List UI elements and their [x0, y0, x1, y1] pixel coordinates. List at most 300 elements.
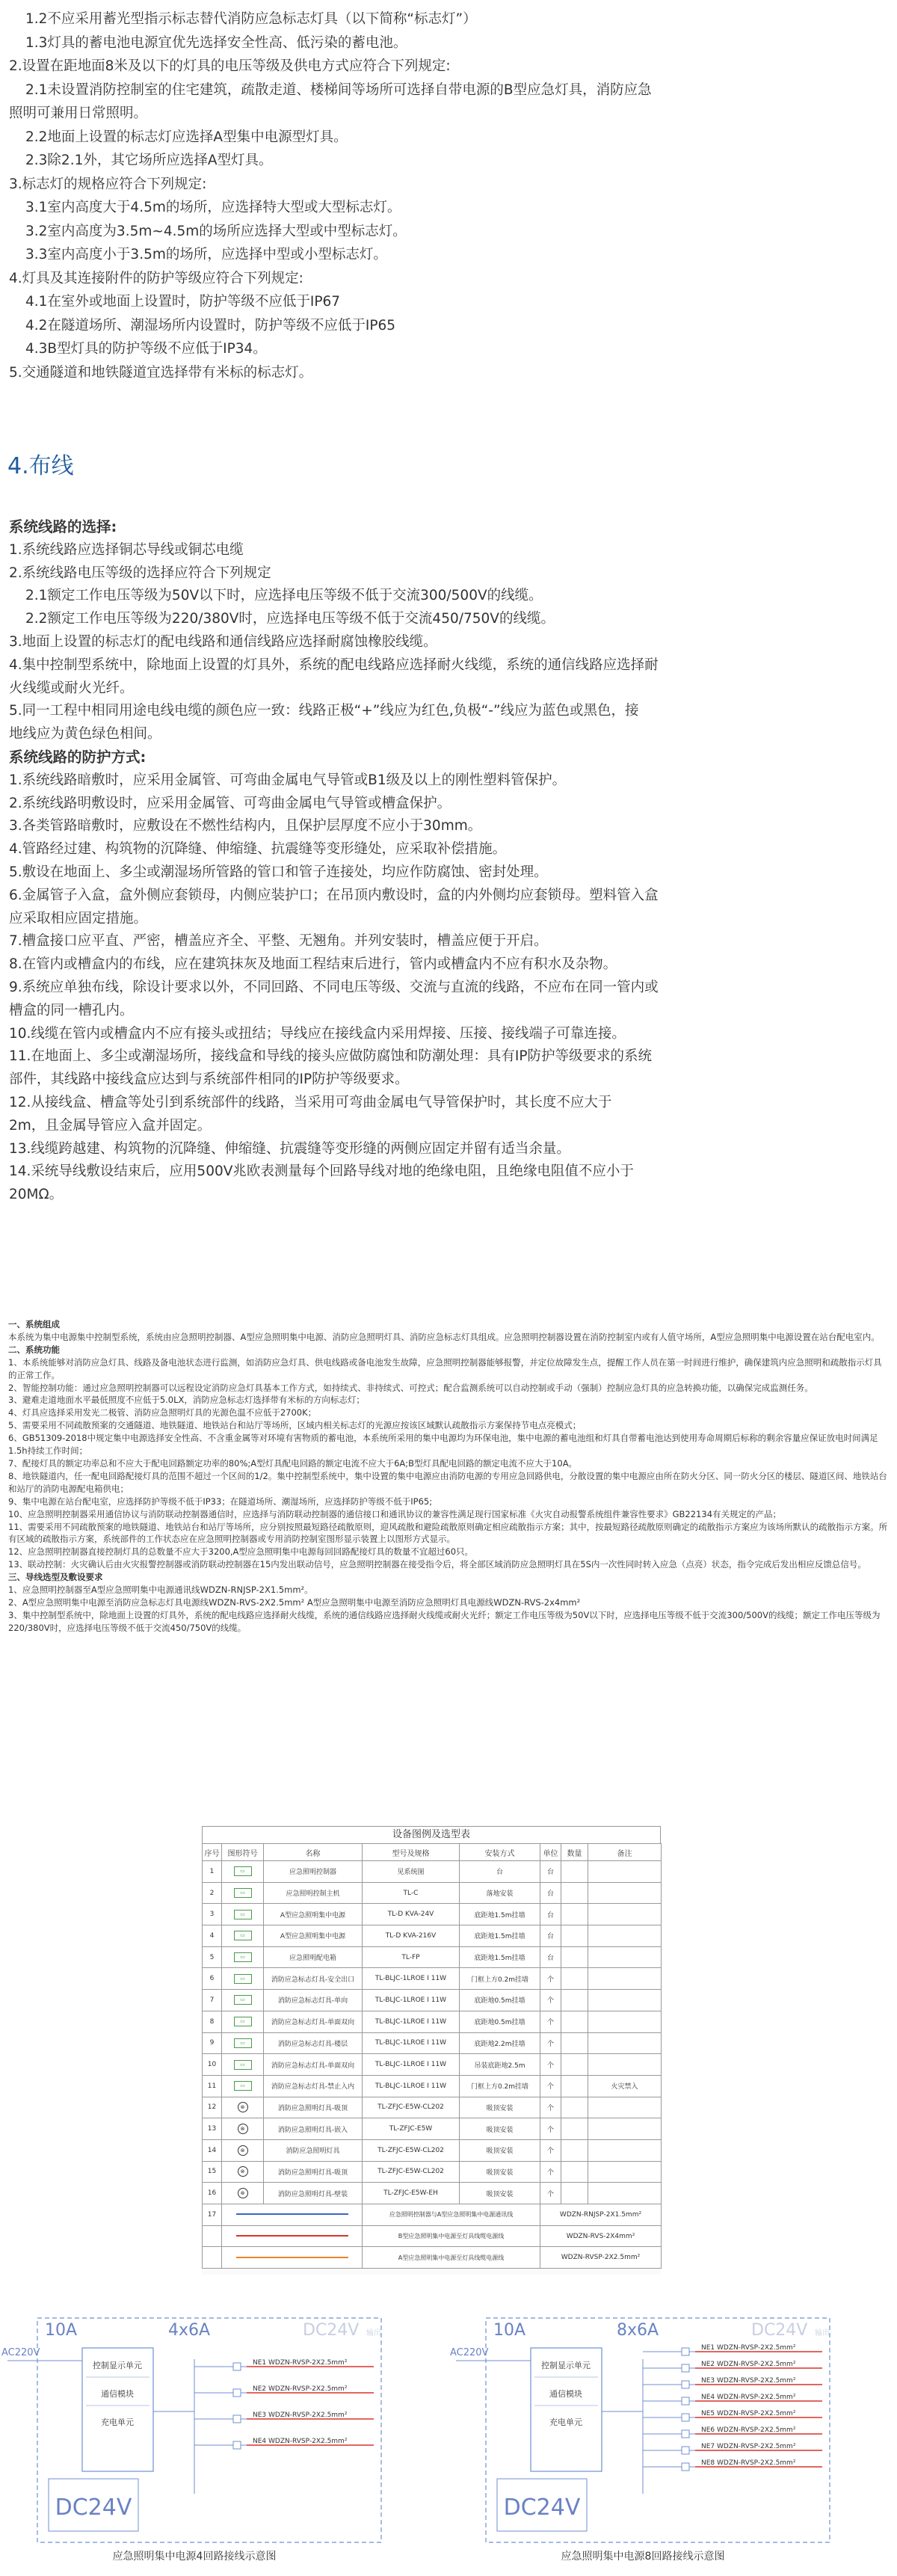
legend-symbol-icon: ⊗	[238, 2124, 248, 2134]
spec-line: 4.2在隧道场所、潮湿场所内设置时，防护等级不应低于IP65	[25, 317, 396, 333]
lighting-spec-list	[9, 7, 884, 384]
spec-line: 12.从接线盒、槽盒等处引到系统部件的线路，当采用可弯曲金属电气导管保护时，其长度不应大于	[9, 1094, 612, 1110]
table-cell	[222, 2032, 264, 2054]
spec-line: 11.在地面上、多尘或潮湿场所，接线盒和导线的接头应做防腐蚀和防潮处理：具有IP防护等级要求的系统	[9, 1048, 653, 1065]
table-cell: TL-ZFJC-E5W-EH	[363, 2183, 460, 2204]
table-header-cell: 型号及规格	[363, 1844, 460, 1861]
spec-line: 2.系统线路电压等级的选择应符合下列规定	[9, 565, 271, 581]
table-cell	[222, 1946, 264, 1968]
note-item: 1、本系统能够对消防应急灯具、线路及备电池状态进行监测，如消防应急灯具、供电线路或备电池发生故障，应急照明控制器能够报警，并定位故障发生点，提醒工作人员在第一时间进行维护，确保建筑内应急照明和疏散指示灯具的正常工作。	[8, 1356, 882, 1380]
wiring-selection-title: 系统线路的选择:	[9, 518, 117, 535]
branch-breaker-icon	[682, 2364, 689, 2372]
table-cell: 见系统图	[363, 1861, 460, 1883]
table-cell: 个	[540, 2161, 561, 2183]
control-unit-text: 通信模块	[549, 2389, 582, 2399]
output-cable-label: NE6 WDZN-RVSP-2X2.5mm²	[701, 2426, 796, 2434]
table-row	[203, 1904, 662, 1925]
table-cell	[222, 1968, 264, 1990]
cable-line-icon	[236, 2257, 348, 2258]
table-cell	[222, 2139, 264, 2161]
equipment-table	[202, 1826, 661, 2275]
table-cell: TL-ZFJC-E5W-CL202	[363, 2161, 460, 2183]
table-cell	[222, 2161, 264, 2183]
spec-line: 8.在管内或槽盒内的布线，应在建筑抹灰及地面工程结束后进行，管内或槽盒内不应有积水及杂物。	[9, 956, 617, 973]
spec-line: 3.3室内高度小于3.5m的场所，应选择中型或小型标志灯。	[25, 247, 387, 262]
table-cell: 13	[203, 2118, 222, 2140]
table-cell: 个	[540, 2183, 561, 2204]
table-cell: 台	[540, 1882, 561, 1904]
spec-line: 2.3除2.1外，其它场所应选择A型灯具。	[25, 153, 273, 168]
legend-symbol-icon: ▭	[234, 1995, 252, 2005]
output-cable-label: NE8 WDZN-RVSP-2X2.5mm²	[701, 2459, 796, 2467]
table-cell	[222, 2225, 363, 2247]
table-cell	[588, 2097, 662, 2118]
table-cell	[561, 2183, 588, 2204]
table-cell: TL-BLJC-1LROE I 11W	[363, 2032, 460, 2054]
table-cell: 消防应急照明灯具-吸顶	[264, 2161, 363, 2183]
control-unit-text: 通信模块	[101, 2389, 134, 2399]
table-cell	[588, 1990, 662, 2011]
table-cell: 底距地0.5m挂墙	[460, 1990, 540, 2011]
control-unit-text: 充电单元	[101, 2417, 134, 2427]
spec-line: 14.采统导线敷设结束后，应用500V兆欧表测量每个回路导线对地的绝缘电阻，且绝缘电阻值不应小于	[9, 1163, 634, 1180]
spec-line: 部件，其线路中接线盒应达到与系统部件相同的IP防护等级要求。	[9, 1072, 409, 1088]
legend-symbol-icon: ⊗	[238, 2145, 248, 2156]
table-cell	[588, 1882, 662, 1904]
table-cell	[561, 1968, 588, 1990]
table-cell: 消防应急标志灯具-单面双向	[264, 2011, 363, 2032]
notes-title-wiring: 三、导线选型及敷设要求	[8, 1572, 103, 1583]
table-cell: TL-BLJC-1LROE I 11W	[363, 2011, 460, 2032]
legend-symbol-icon: ▭	[234, 2017, 252, 2026]
output-cable-label: NE2 WDZN-RVSP-2X2.5mm²	[701, 2361, 796, 2368]
table-cell	[588, 2054, 662, 2076]
table-cell: TL-BLJC-1LROE I 11W	[363, 1990, 460, 2011]
table-cell: 11	[203, 2075, 222, 2097]
table-cell: 应急照明配电箱	[264, 1946, 363, 1968]
spec-line: 13.线缆跨越建、构筑物的沉降缝、伸缩缝、抗震缝等变形缝的两侧应固定并留有适当余量。	[9, 1140, 570, 1157]
legend-symbol-icon: ▭	[234, 1888, 252, 1898]
table-cell: 3	[203, 1904, 222, 1925]
branch-breaker-icon	[682, 2414, 689, 2421]
note-item: 1、应急照明控制器至A型应急照明集中电源通讯线WDZN-RNJSP-2X1.5mm²。	[8, 1584, 313, 1596]
spec-line: 3.标志灯的规格应符合下列规定:	[9, 176, 207, 192]
table-row	[203, 2118, 662, 2140]
table-cell: 消防应急标志灯具-单面双向	[264, 2054, 363, 2076]
dc-output-label: DC24V	[303, 2321, 360, 2340]
branch-breaker-icon	[682, 2397, 689, 2405]
table-cell	[222, 2118, 264, 2140]
table-cell: 落地安装	[460, 1882, 540, 1904]
table-cell: 10	[203, 2054, 222, 2076]
note-item: 11、需要采用不同疏散预案的地铁隧道、地铁站台和站厅等场所，应分别按照最短路径疏散原则，迎风疏散和避险疏散原则确定相应疏散指示方案；其中，按最短路径疏散原则确定的疏散指示方案应为该场所默认的疏散指示方案。所有区域的疏散指示方案，系统部件的工作状态应在应急照明控制器或专用消防控制室图形显示装置上以图形方式显示。	[8, 1521, 888, 1545]
table-cell	[203, 2225, 222, 2247]
note-item: 13、联动控制：火灾确认后由火灾报警控制器或消防联动控制器在15内发出联动信号，应急照明控制器在接受指令后，将全部区域消防应急照明灯具在5S内一次性同时转入应急（点亮）状态，指令完成后发出相应反馈总信号。	[8, 1559, 866, 1570]
table-header-cell: 序号	[203, 1844, 222, 1861]
table-cell: 门框上方0.2m挂墙	[460, 2075, 540, 2097]
table-row	[203, 2075, 662, 2097]
table-row	[203, 2161, 662, 2183]
notes-title-functions: 二、系统功能	[8, 1344, 60, 1355]
table-header-cell: 图形符号	[222, 1844, 264, 1861]
table-cell: 台	[540, 1861, 561, 1883]
dc-output-sub: 输出	[366, 2329, 381, 2337]
table-cell: 个	[540, 1990, 561, 2011]
legend-symbol-icon: ▭	[234, 2038, 252, 2048]
branch-breaker-icon	[233, 2363, 241, 2370]
note-item: 4、灯具应选择采用发光二极管、消防应急照明灯具的光源色温不应低于2700K；	[8, 1407, 317, 1418]
table-cell: 吊装底距地2.5m	[460, 2054, 540, 2076]
spec-line: 2.1额定工作电压等级为50V以下时，应选择电压等级不低于交流300/500V的线缆。	[25, 588, 543, 604]
output-cable-label: NE4 WDZN-RVSP-2X2.5mm²	[701, 2394, 796, 2401]
table-cell: 底距地1.5m挂墙	[460, 1946, 540, 1968]
spec-line: 1.系统线路应选择铜芯导线或铜芯电缆	[9, 541, 244, 558]
table-cell: 12	[203, 2097, 222, 2118]
note-item: 2、A型应急照明集中电源至消防应急标志灯具电源线WDZN-RVS-2X2.5mm² A型应急照明集中电源至消防应急照明灯具电源线WDZN-RVS-2x4mm²	[8, 1596, 581, 1608]
note-item: 10、应急照明控制器采用通信协议与消防联动控制器通信时，应选择与消防联动控制器的通信接口和通讯协议的兼容性满足现行国家标准《火灾自动报警系统组件兼容性要求》GB22134有关规定的产品；	[8, 1508, 782, 1519]
branch-breaker-icon	[682, 2430, 689, 2438]
table-cell: 消防应急照明灯具	[264, 2139, 363, 2161]
table-cell	[588, 1946, 662, 1968]
spec-line: 5.敷设在地面上、多尘或潮湿场所管路的管口和管子连接处，均应作防腐蚀、密封处理。	[9, 864, 548, 880]
table-header-row	[203, 1844, 662, 1861]
spec-line: 地线应为黄色绿色相间。	[9, 726, 161, 743]
legend-symbol-icon: ▭	[234, 1952, 252, 1962]
spec-line: 4.管路经过建、构筑物的沉降缝、伸缩缝、抗震缝等变形缝处，应采取补偿措施。	[9, 841, 507, 858]
table-row	[203, 2011, 662, 2032]
table-cell: 吸顶安装	[460, 2183, 540, 2204]
table-cell: 消防应急标志灯具-安全出口	[264, 1968, 363, 1990]
table-cell: 门框上方0.2m挂墙	[460, 1968, 540, 1990]
table-cell: TL-ZFJC-E5W-CL202	[363, 2139, 460, 2161]
output-cable-label: NE4 WDZN-RVSP-2X2.5mm²	[253, 2438, 348, 2445]
spec-line: 2.1未设置消防控制室的住宅建筑，疏散走道、楼梯间等场所可选择自带电源的B型应急灯具，消防应急	[25, 82, 652, 98]
table-row	[203, 2139, 662, 2161]
legend-symbol-icon: ▭	[234, 1866, 252, 1876]
spec-line: 2.2地面上设置的标志灯应选择A型集中电源型灯具。	[25, 129, 348, 145]
spec-line: 4.集中控制型系统中，除地面上设置的灯具外，系统的配电线路应选择耐火线缆，系统的通信线路应选择耐	[9, 657, 659, 673]
table-cell: 8	[203, 2011, 222, 2032]
note-item: 3、集中控制型系统中，除地面上设置的灯具外，系统的配电线路应选择耐火线缆，系统的通信线路应选择耐火线缆或耐火光纤；额定工作电压等级为50V以下时，应选择电压等级不低于交流300/500V的线缆；额定工作电压等级为220/380V时，应选择电压等级不低于交流450/750V的线缆。	[8, 1609, 881, 1633]
spec-line: 3.地面上设置的标志灯的配电线路和通信线路应选择耐腐蚀橡胶线缆。	[9, 633, 437, 650]
cable-row	[203, 2225, 662, 2247]
table-header-cell: 安装方式	[460, 1844, 540, 1861]
battery-label: DC24V	[55, 2494, 132, 2521]
table-row	[203, 2054, 662, 2076]
table-cell: 7	[203, 1990, 222, 2011]
table-header-cell: 名称	[264, 1844, 363, 1861]
legend-symbol-icon: ▭	[234, 1910, 252, 1919]
table-cell: 吸顶安装	[460, 2097, 540, 2118]
cable-row	[203, 2247, 662, 2269]
note-item: 7、配接灯具的额定功率总和不应大于配电回路额定功率的80%;A型灯具配电回路的额定电流不应大于6A;B型灯具配电回路的额定电流不应大于10A。	[8, 1457, 578, 1469]
spec-line: 4.灯具及其连接附件的防护等级应符合下列规定:	[9, 270, 303, 286]
output-cable-label: NE3 WDZN-RVSP-2X2.5mm²	[701, 2377, 796, 2385]
legend-symbol-icon: ▭	[234, 2060, 252, 2070]
wiring-protection-title: 系统线路的防护方式:	[9, 748, 147, 766]
ac-input-label: AC220V	[450, 2347, 489, 2358]
spec-line: 1.系统线路暗敷时，应采用金属管、可弯曲金属电气导管或B1级及以上的刚性塑料管保护。	[9, 772, 567, 788]
table-cell: A型应急照明集中电源至灯具线缆电源线	[363, 2247, 540, 2269]
table-cell: 个	[540, 2118, 561, 2140]
table-cell	[588, 2161, 662, 2183]
main-breaker-label: 10A	[45, 2321, 78, 2340]
notes-title-composition: 一、系统组成	[8, 1319, 60, 1330]
table-cell	[588, 1904, 662, 1925]
spec-line: 2.2额定工作电压等级为220/380V时，应选择电压等级不低于交流450/750V的线缆。	[25, 611, 555, 627]
table-cell: 消防应急照明灯具-吸顶	[264, 2097, 363, 2118]
branch-breaker-label: 4x6A	[168, 2321, 211, 2340]
table-cell	[561, 2118, 588, 2140]
spec-line: 3.2室内高度为3.5m~4.5m的场所应选择大型或中型标志灯。	[25, 223, 407, 239]
table-header-cell: 备注	[588, 1844, 662, 1861]
spec-line: 2.系统线路明敷设时，应采用金属管、可弯曲金属电气导管或槽盒保护。	[9, 795, 451, 811]
table-cell: 底距地2.2m挂墙	[460, 2032, 540, 2054]
table-cell	[222, 1882, 264, 1904]
spec-line: 2m，且金属导管应入盒并固定。	[9, 1117, 212, 1134]
output-cable-label: NE1 WDZN-RVSP-2X2.5mm²	[253, 2359, 348, 2367]
spec-line: 火线缆或耐火光纤。	[9, 680, 134, 696]
table-cell: TL-BLJC-1LROE I 11W	[363, 1968, 460, 1990]
table-cell: 台	[540, 1904, 561, 1925]
table-cell	[588, 1968, 662, 1990]
spec-line: 4.1在室外或地面上设置时，防护等级不应低于IP67	[25, 294, 341, 310]
table-cell: TL-D KVA-24V	[363, 1904, 460, 1925]
table-row	[203, 1990, 662, 2011]
table-row	[203, 2097, 662, 2118]
table-cell	[561, 2075, 588, 2097]
table-cell: B型应急照明集中电源至灯具线缆电源线	[363, 2225, 540, 2247]
note-item: 9、集中电源在站台配电室，应选择防护等级不低于IP33；在隧道场所、潮湿场所，应选择防护等级不低于IP65;	[8, 1496, 433, 1507]
table-cell	[222, 1904, 264, 1925]
table-cell	[561, 2054, 588, 2076]
spec-line: 2.设置在距地面8米及以下的灯具的电压等级及供电方式应符合下列规定:	[9, 58, 451, 74]
table-cell: 消防应急标志灯具-楼层	[264, 2032, 363, 2054]
spec-line: 1.3灯具的蓄电池电源宜优先选择安全性高、低污染的蓄电池。	[25, 34, 407, 51]
spec-line: 3.1室内高度大于4.5m的场所，应选择特大型或大型标志灯。	[25, 200, 401, 215]
table-cell	[222, 2097, 264, 2118]
legend-symbol-icon: ▭	[234, 2081, 252, 2091]
table-cell	[561, 2139, 588, 2161]
legend-symbol-icon: ▭	[234, 1974, 252, 1984]
table-cell: WDZN-RVSP-2X2.5mm²	[540, 2247, 662, 2269]
legend-symbol-icon: ⊗	[238, 2188, 248, 2198]
table-cell: WDZN-RNJSP-2X1.5mm²	[540, 2204, 662, 2226]
wiring-selection-list	[9, 539, 887, 746]
equipment-table-title: 设备图例及选型表	[202, 1826, 661, 1843]
dc-output-sub: 输出	[815, 2329, 830, 2337]
table-cell: TL-BLJC-1LROE I 11W	[363, 2054, 460, 2076]
branch-breaker-label: 8x6A	[617, 2321, 659, 2340]
spec-line: 应采取相应固定措施。	[9, 910, 148, 926]
diagram-caption-right: 应急照明集中电源8回路接线示意图	[561, 2551, 725, 2563]
table-cell: 6	[203, 1968, 222, 1990]
table-cell: 应急照明控制主机	[264, 1882, 363, 1904]
table-row	[203, 1946, 662, 1968]
table-cell	[561, 1925, 588, 1947]
legend-symbol-icon: ⊗	[238, 2102, 248, 2112]
table-cell: 个	[540, 2075, 561, 2097]
note-item: 5、需要采用不同疏散预案的交通隧道、地铁隧道、地铁站台和站厅等场所，区域内相关标志灯的光源应按该区域默认疏散指示方案保持节电点亮模式；	[8, 1420, 582, 1431]
table-cell: 台	[540, 1925, 561, 1947]
table-cell: 吸顶安装	[460, 2118, 540, 2140]
table-cell	[561, 1882, 588, 1904]
spec-line: 9.系统应单独布线，除设计要求以外，不同回路、不同电压等级、交流与直流的线路，不应布在同一管内或	[9, 979, 659, 995]
table-cell: 个	[540, 2011, 561, 2032]
table-cell: 个	[540, 1968, 561, 1990]
table-row	[203, 1861, 662, 1883]
control-unit-text: 充电单元	[549, 2417, 582, 2427]
table-cell	[222, 1925, 264, 1947]
branch-breaker-icon	[682, 2348, 689, 2355]
table-cell	[561, 2097, 588, 2118]
output-cable-label: NE3 WDZN-RVSP-2X2.5mm²	[253, 2411, 348, 2419]
control-unit-text: 控制显示单元	[93, 2361, 142, 2370]
note-item: 2、智能控制功能：通过应急照明控制器可以远程设定消防应急灯具基本工作方式，如持续式、非持续式、可控式；配合监测系统可以自动控制或手动（强制）控制应急灯具的应急转换功能，以确保完成监测任务。	[8, 1382, 813, 1393]
table-cell: TL-ZFJC-E5W	[363, 2118, 460, 2140]
wiring-spec	[9, 516, 887, 1207]
table-cell	[588, 2011, 662, 2032]
spec-line: 20MΩ。	[9, 1187, 64, 1203]
table-cell	[561, 1904, 588, 1925]
table-cell	[222, 1861, 264, 1883]
table-cell: 个	[540, 2054, 561, 2076]
notes-composition-text: 本系统为集中电源集中控制型系统，系统由应急照明控制器、A型应急照明集中电源、消防应急照明灯具、消防应急标志灯具组成。应急照明控制器设置在消防控制室内或有人值守场所，A型应急照明集中电源设置在站台配电室内。	[8, 1331, 880, 1342]
table-cell: 台	[540, 1946, 561, 1968]
table-cell: 5	[203, 1946, 222, 1968]
table-cell	[222, 2247, 363, 2269]
section-heading-wiring: 4.布线	[7, 453, 74, 479]
dc-output-label: DC24V	[751, 2321, 808, 2340]
table-cell: 消防应急照明灯具-嵌入	[264, 2118, 363, 2140]
branch-breaker-icon	[682, 2463, 689, 2471]
table-cell: 消防应急标志灯具-单向	[264, 1990, 363, 2011]
table-cell: 16	[203, 2183, 222, 2204]
table-cell	[222, 2204, 363, 2226]
spec-line: 4.3B型灯具的防护等级不应低于IP34。	[25, 341, 267, 357]
note-item: 6、GB51309-2018中规定集中电源选择安全性高、不含重金属等对环境有害物质的蓄电池，本系统所采用的集中电源均为环保电池，集中电源的蓄电池组和灯具自带蓄电池达到使用寿命周期后标称的剩余容量应保证放电时间满足1.5h持续工作时间；	[8, 1433, 878, 1457]
table-cell	[588, 2139, 662, 2161]
table-cell: TL-D KVA-216V	[363, 1925, 460, 1947]
branch-breaker-icon	[233, 2389, 241, 2397]
table-cell: WDZN-RVS-2X4mm²	[540, 2225, 662, 2247]
note-item: 8、地铁隧道内，任一配电回路配接灯具的范围不超过一个区间的1/2。集中控制型系统中，集中设置的集中电源应由消防电源的专用应急回路供电，分散设置的集中电源应由所在防火分区、同一防火分区的楼层、隧道区间、地铁站台和站厅的消防电源配电箱供电；	[8, 1470, 887, 1494]
table-cell	[222, 1990, 264, 2011]
table-cell	[588, 1925, 662, 1947]
table-cell	[561, 1946, 588, 1968]
diagram-caption-left: 应急照明集中电源4回路接线示意图	[112, 2551, 277, 2563]
table-cell	[588, 2032, 662, 2054]
table-cell: TL-FP	[363, 1946, 460, 1968]
output-cable-label: NE7 WDZN-RVSP-2X2.5mm²	[701, 2443, 796, 2450]
table-cell: 吸顶安装	[460, 2161, 540, 2183]
table-cell: 个	[540, 2139, 561, 2161]
table-cell	[561, 2032, 588, 2054]
table-row	[203, 1882, 662, 1904]
table-cell	[561, 2161, 588, 2183]
table-cell: 底距地1.5m挂墙	[460, 1925, 540, 1947]
spec-line: 10.线缆在管内或槽盒内不应有接头或扭结；导线应在接线盒内采用焊接、压接、接线端子可靠连接。	[9, 1025, 626, 1042]
note-item: 3、避难走道地面水平最低照度不应低于5.0LX，消防应急标志灯选择带有米标的方向标志灯；	[8, 1395, 365, 1406]
wiring-diagram-8-circuit	[449, 2311, 837, 2565]
table-cell	[222, 2075, 264, 2097]
table-cell	[588, 1861, 662, 1883]
table-cell: 应急照明控制器	[264, 1861, 363, 1883]
table-cell	[588, 2118, 662, 2140]
table-cell: A型应急照明集中电源	[264, 1904, 363, 1925]
table-cell	[561, 2011, 588, 2032]
table-cell	[222, 2183, 264, 2204]
table-row	[203, 2032, 662, 2054]
table-cell	[222, 2054, 264, 2076]
legend-symbol-icon: ⊗	[238, 2166, 248, 2177]
table-cell: 消防应急标志灯具-禁止入内	[264, 2075, 363, 2097]
table-cell: 9	[203, 2032, 222, 2054]
table-cell: 应急照明控制器与A型应急照明集中电源通讯线	[363, 2204, 540, 2226]
table-cell: 15	[203, 2161, 222, 2183]
table-cell: 底距地1.5m挂墙	[460, 1904, 540, 1925]
table-cell: 火灾禁入	[588, 2075, 662, 2097]
table-cell	[588, 2183, 662, 2204]
table-cell: 个	[540, 2097, 561, 2118]
table-cell: TL-ZFJC-E5W-CL202	[363, 2097, 460, 2118]
table-cell: 台	[460, 1861, 540, 1883]
table-header-cell: 单位	[540, 1844, 561, 1861]
cable-line-icon	[236, 2213, 348, 2215]
design-notes	[8, 1318, 890, 1635]
table-cell: 吸顶安装	[460, 2139, 540, 2161]
note-item: 12、应急照明控制器直接控制灯具的总数量不应大于3200,A型应急照明集中电源每回回路配接灯具的数量不宜超过60只。	[8, 1546, 474, 1558]
output-cable-label: NE1 WDZN-RVSP-2X2.5mm²	[701, 2344, 796, 2352]
table-cell: 2	[203, 1882, 222, 1904]
table-header-cell: 数量	[561, 1844, 588, 1861]
cable-row	[203, 2204, 662, 2226]
control-unit-text: 控制显示单元	[541, 2361, 591, 2370]
legend-symbol-icon: ▭	[234, 1931, 252, 1940]
spec-line: 5.交通隧道和地铁隧道宜选择带有米标的标志灯。	[9, 364, 313, 381]
notes-wiring-list	[8, 1584, 890, 1635]
table-row	[203, 1925, 662, 1947]
main-breaker-label: 10A	[493, 2321, 526, 2340]
table-cell: TL-BLJC-1LROE I 11W	[363, 2075, 460, 2097]
branch-breaker-icon	[233, 2441, 241, 2449]
table-cell: 底距地0.5m挂墙	[460, 2011, 540, 2032]
branch-breaker-icon	[233, 2415, 241, 2423]
table-cell: 个	[540, 2032, 561, 2054]
wiring-protection-list	[9, 769, 887, 1207]
spec-line: 5.同一工程中相同用途电线电缆的颜色应一致：线路正极“+”线应为红色,负极“-”线应为蓝色或黑色，接	[9, 703, 639, 719]
table-cell: TL-C	[363, 1882, 460, 1904]
output-cable-label: NE5 WDZN-RVSP-2X2.5mm²	[701, 2410, 796, 2417]
table-cell	[203, 2247, 222, 2269]
branch-breaker-icon	[682, 2447, 689, 2454]
table-cell	[561, 1861, 588, 1883]
wiring-diagram-4-circuit	[0, 2311, 389, 2565]
spec-line: 槽盒的同一槽孔内。	[9, 1002, 134, 1018]
spec-line: 照明可兼用日常照明。	[9, 105, 148, 121]
spec-line: 6.金属管子入盒，盒外侧应套锁母，内侧应装护口；在吊顶内敷设时，盒的内外侧均应套锁母。塑料管入盒	[9, 887, 659, 903]
spec-line: 1.2不应采用蓄光型指示标志替代消防应急标志灯具（以下简称“标志灯”）	[25, 11, 477, 27]
notes-functions-list	[8, 1356, 890, 1571]
table-cell	[222, 2011, 264, 2032]
table-cell: 消防应急照明灯具-壁装	[264, 2183, 363, 2204]
table-cell: 1	[203, 1861, 222, 1883]
table-cell: 17	[203, 2204, 222, 2226]
branch-breaker-icon	[682, 2381, 689, 2388]
output-cable-label: NE2 WDZN-RVSP-2X2.5mm²	[253, 2385, 348, 2393]
table-row	[203, 1968, 662, 1990]
table-cell	[561, 1990, 588, 2011]
